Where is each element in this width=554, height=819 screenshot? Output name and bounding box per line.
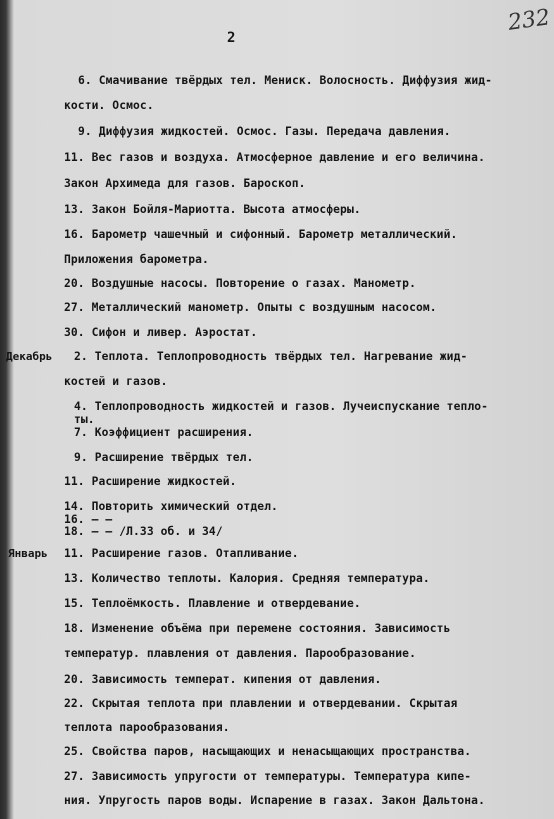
archive-number: 232 bbox=[506, 5, 552, 36]
page-number: 2 bbox=[227, 30, 236, 46]
document-line: 6. Смачивание твёрдых тел. Мениск. Волосность. Диффузия жид- bbox=[78, 74, 493, 87]
document-line: 15. Теплоёмкость. Плавление и отвердевание. bbox=[64, 597, 361, 610]
document-line: 11. Расширение жидкостей. bbox=[64, 475, 237, 488]
document-line: кости. Осмос. bbox=[64, 99, 154, 112]
document-line: костей и газов. bbox=[64, 375, 168, 388]
document-line: 11. Расширение газов. Отапливание. bbox=[64, 547, 299, 560]
document-line: теплота парообразования. bbox=[64, 721, 230, 734]
document-line: Приложения барометра. bbox=[64, 253, 209, 266]
document-line: 18. Изменение объёма при перемене состояния. Зависимость bbox=[64, 622, 451, 635]
document-line: 11. Вес газов и воздуха. Атмосферное давление и его величина. bbox=[64, 151, 485, 164]
document-line: ния. Упругость паров воды. Испарение в газах. Закон Дальтона. bbox=[64, 794, 485, 807]
document-line: 18. – – /Л.33 об. и 34/ bbox=[64, 525, 223, 538]
document-line: 25. Свойства паров, насыщающих и ненасыщающих пространства. bbox=[64, 745, 472, 758]
document-line: 20. Воздушные насосы. Повторение о газах. Манометр. bbox=[64, 277, 416, 290]
document-line: 9. Расширение твёрдых тел. bbox=[74, 451, 254, 464]
document-line: ты. bbox=[74, 413, 95, 426]
document-line: 30. Сифон и ливер. Аэростат. bbox=[64, 326, 258, 339]
document-line: 13. Количество теплоты. Калория. Средняя температура. bbox=[64, 572, 430, 585]
month-label-january: Январь bbox=[8, 547, 48, 560]
document-line: 20. Зависимость температ. кипения от давления. bbox=[64, 673, 382, 686]
document-line: 7. Коэффициент расширения. bbox=[74, 426, 254, 439]
document-line: 2. Теплота. Теплопроводность твёрдых тел. Нагревание жид- bbox=[74, 350, 468, 363]
document-line: 13. Закон Бойля-Мариотта. Высота атмосферы. bbox=[64, 203, 361, 216]
month-label-december: Декабрь bbox=[6, 350, 53, 363]
document-line: 14. Повторить химический отдел. bbox=[64, 500, 278, 513]
document-line: 9. Диффузия жидкостей. Осмос. Газы. Передача давления. bbox=[78, 125, 451, 138]
document-line: 16. Барометр чашечный и сифонный. Барометр металлический. bbox=[64, 228, 458, 241]
document-line: 22. Скрытая теплота при плавлении и отвердевании. Скрытая bbox=[64, 697, 458, 710]
document-line: 27. Зависимость упругости от температуры. Температура кипе- bbox=[64, 770, 472, 783]
document-line: 27. Металлический манометр. Опыты с воздушным насосом. bbox=[64, 301, 437, 314]
document-line: Закон Архимеда для газов. Бароскоп. bbox=[64, 177, 306, 190]
document-line: температур. плавления от давления. Парообразование. bbox=[64, 647, 416, 660]
document-line: 4. Теплопроводность жидкостей и газов. Лучеиспускание тепло- bbox=[74, 400, 489, 413]
document-line: 16. – – bbox=[64, 513, 113, 526]
